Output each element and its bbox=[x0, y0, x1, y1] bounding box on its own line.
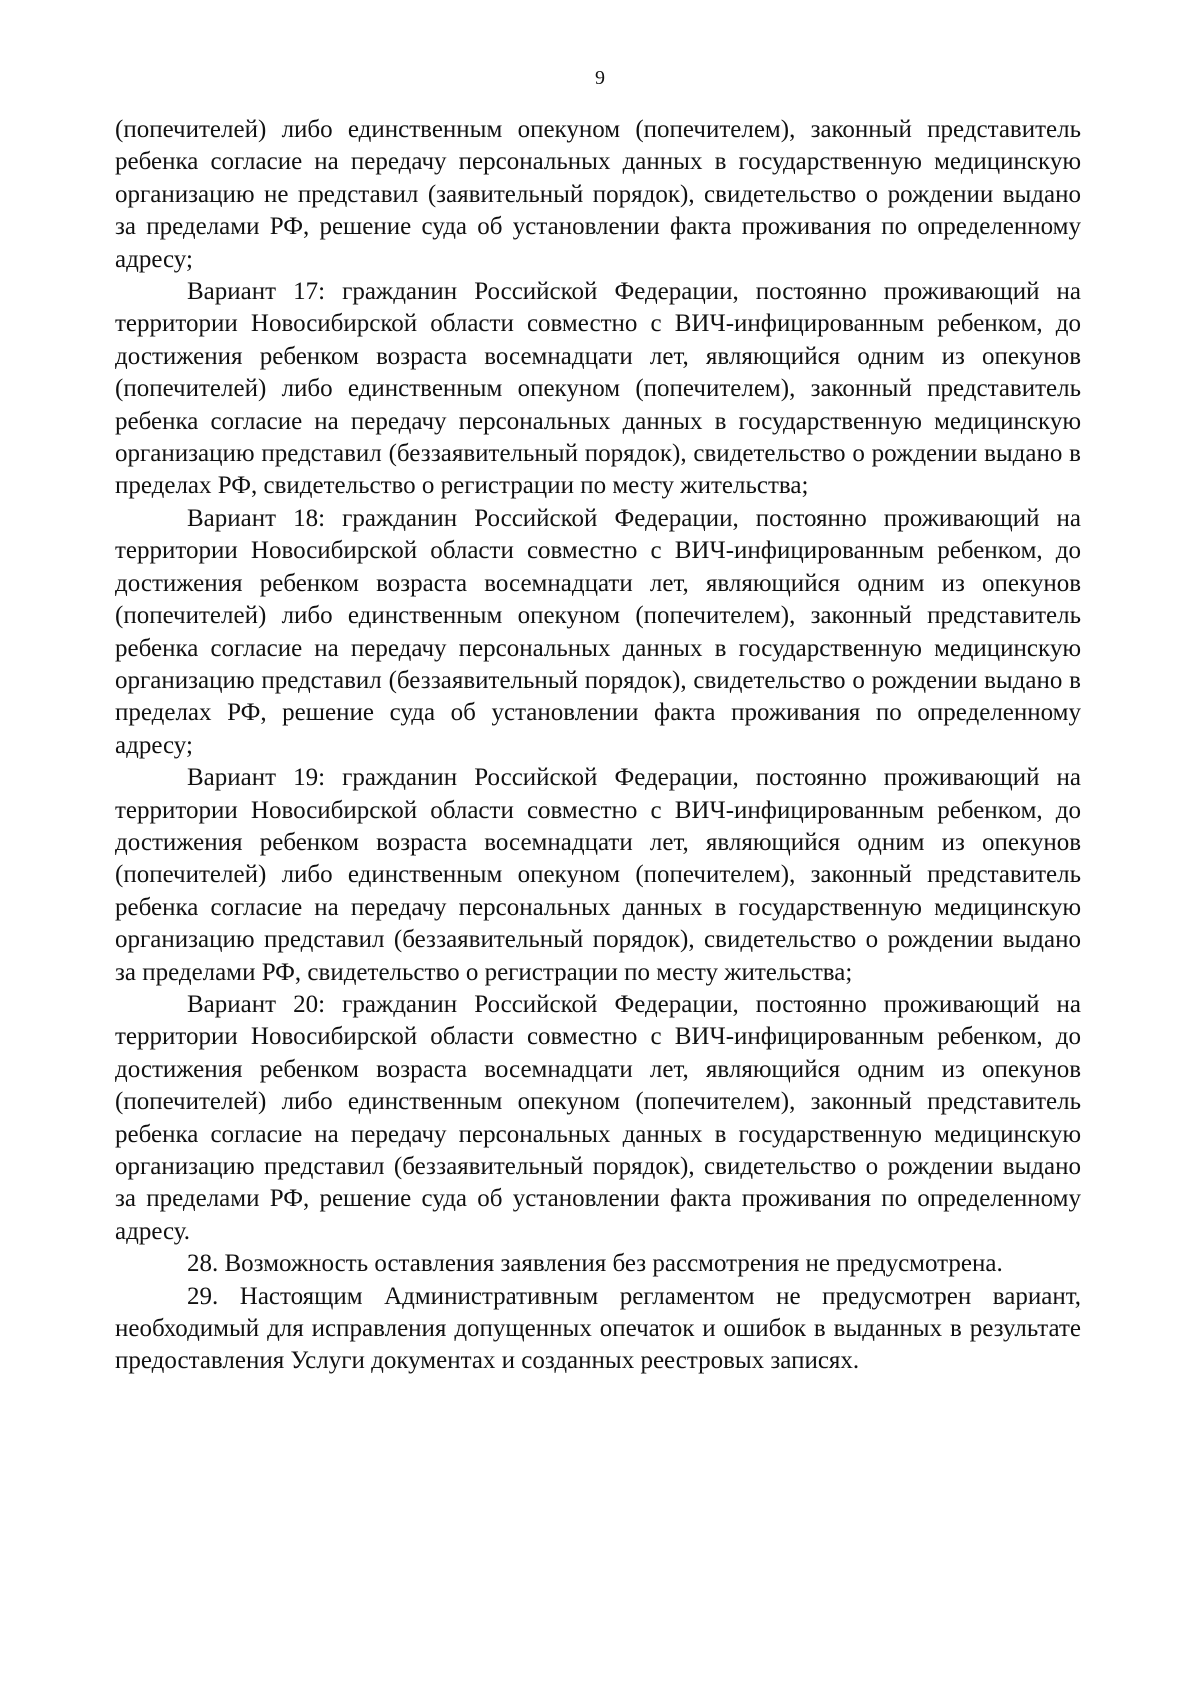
document-body bbox=[115, 114, 1081, 1378]
paragraph-continuation: (попечителей) либо единственным опекуном (попечителем), законный представитель ребенка согласие на передачу персональных данных в государственную медицинскую организацию не представил (заявительный порядок), свидетельство о рождении выдано за пределами РФ, решение суда об установлении факта проживания по определенному адресу; bbox=[115, 116, 1081, 273]
page-number: 9 bbox=[595, 67, 605, 89]
paragraph-variant-17: Вариант 17: гражданин Российской Федерации, постоянно проживающий на территории Новосибирской области совместно с ВИЧ-инфицированным ребенком, до достижения ребенком возраста восемнадцати лет, являющийся одним из опекунов (попечителей) либо единственным опекуном (попечителем), законный представитель ребенка согласие на передачу персональных данных в государственную медицинскую организацию представил (беззаявительный порядок), свидетельство о рождении выдано в пределах РФ, свидетельство о регистрации по месту жительства; bbox=[115, 278, 1081, 500]
paragraph-variant-19: Вариант 19: гражданин Российской Федерации, постоянно проживающий на территории Новосибирской области совместно с ВИЧ-инфицированным ребенком, до достижения ребенком возраста восемнадцати лет, являющийся одним из опекунов (попечителей) либо единственным опекуном (попечителем), законный представитель ребенка согласие на передачу персональных данных в государственную медицинскую организацию представил (беззаявительный порядок), свидетельство о рождении выдано за пределами РФ, свидетельство о регистрации по месту жительства; bbox=[115, 764, 1081, 986]
paragraph-item-29: 29. Настоящим Административным регламентом не предусмотрен вариант, необходимый для исправления допущенных опечаток и ошибок в выданных в результате предоставления Услуги документах и созданных реестровых записях. bbox=[115, 1282, 1081, 1375]
paragraph-variant-18: Вариант 18: гражданин Российской Федерации, постоянно проживающий на территории Новосибирской области совместно с ВИЧ-инфицированным ребенком, до достижения ребенком возраста восемнадцати лет, являющийся одним из опекунов (попечителей) либо единственным опекуном (попечителем), законный представитель ребенка согласие на передачу персональных данных в государственную медицинскую организацию представил (беззаявительный порядок), свидетельство о рождении выдано в пределах РФ, решение суда об установлении факта проживания по определенному адресу; bbox=[115, 504, 1081, 759]
paragraph-variant-20: Вариант 20: гражданин Российской Федерации, постоянно проживающий на территории Новосибирской области совместно с ВИЧ-инфицированным ребенком, до достижения ребенком возраста восемнадцати лет, являющийся одним из опекунов (попечителей) либо единственным опекуном (попечителем), законный представитель ребенка согласие на передачу персональных данных в государственную медицинскую организацию представил (беззаявительный порядок), свидетельство о рождении выдано за пределами РФ, решение суда об установлении факта проживания по определенному адресу. bbox=[115, 990, 1081, 1245]
paragraph-item-28: 28. Возможность оставления заявления без рассмотрения не предусмотрена. bbox=[187, 1250, 1003, 1278]
